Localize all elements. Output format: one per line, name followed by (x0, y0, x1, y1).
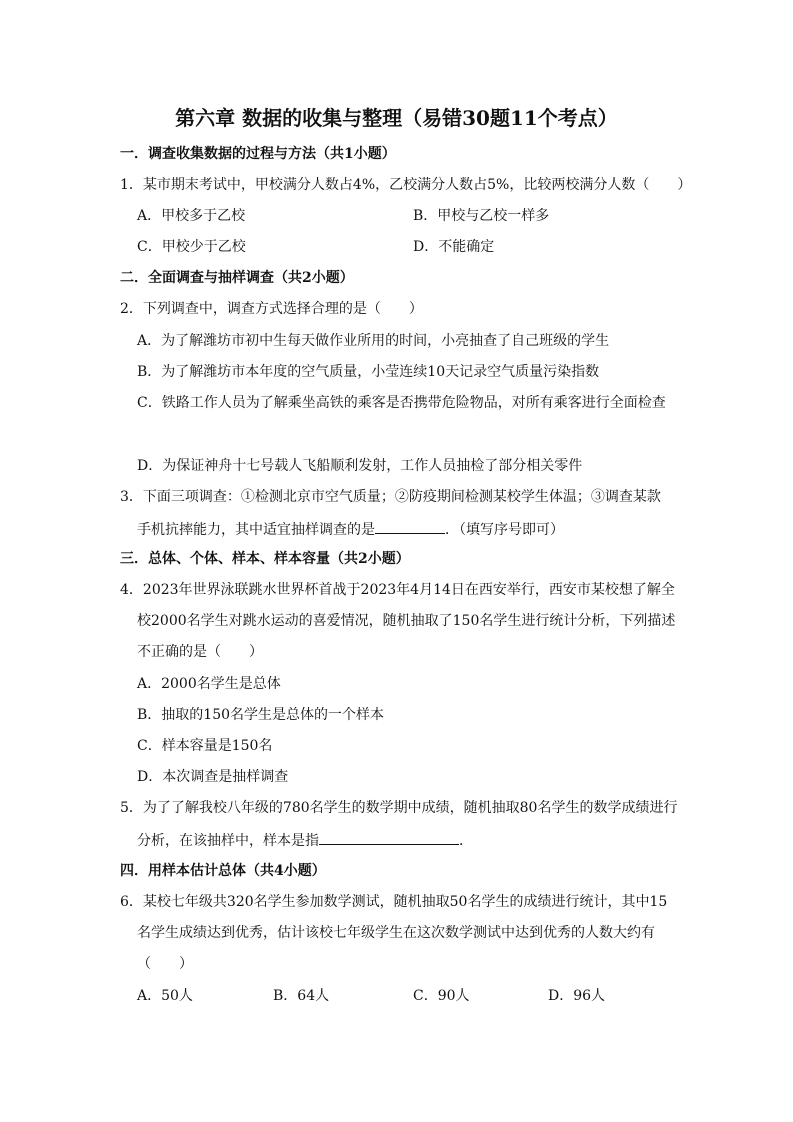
question-1-option-b: B．甲校与乙校一样多 (413, 208, 550, 224)
page-title: 第六章 数据的收集与整理（易错30题11个考点） (175, 106, 618, 130)
question-4-line-1: 4．2023年世界泳联跳水世界杯首战于2023年4月14日在西安举行，西安市某校想了解全 (120, 582, 675, 598)
section-heading-3: 三．总体、个体、样本、样本容量（共2小题） (120, 551, 410, 567)
question-6-option-d: D．96人 (548, 988, 606, 1004)
question-5-text: 分析，在该抽样中，样本是指 (137, 833, 319, 849)
question-5-line-1: 5．为了了解我校八年级的780名学生的数学期中成绩，随机抽取80名学生的数学成绩进行 (120, 800, 678, 816)
question-4-option-d: D．本次调查是抽样调查 (137, 769, 289, 785)
question-3-line-1: 3．下面三项调查：①检测北京市空气质量；②防疫期间检测某校学生体温；③调查某款 (120, 489, 661, 505)
question-6-option-b: B．64人 (273, 988, 330, 1004)
question-4-option-c: C．样本容量是150名 (137, 738, 273, 754)
section-heading-1: 一．调查收集数据的过程与方法（共1小题） (120, 146, 396, 162)
question-2-option-a: A．为了解潍坊市初中生每天做作业所用的时间，小亮抽查了自己班级的学生 (137, 333, 610, 349)
section-heading-4: 四．用样本估计总体（共4小题） (120, 863, 326, 879)
question-4-line-3: 不正确的是（ ） (137, 644, 263, 660)
question-4-option-b: B．抽取的150名学生是总体的一个样本 (137, 707, 385, 723)
question-3-text: 手机抗摔能力，其中适宜抽样调查的是 (137, 522, 375, 538)
question-6-option-c: C．90人 (413, 988, 470, 1004)
answer-blank[interactable] (319, 829, 459, 845)
question-6-line-2: 名学生成绩达到优秀，估计该校七年级学生在这次数学测试中达到优秀的人数大约有 (137, 925, 655, 941)
question-6-line-3: （ ） (137, 956, 193, 972)
question-6-line-1: 6．某校七年级共320名学生参加数学测试，随机抽取50名学生的成绩进行统计，其中15 (120, 894, 668, 910)
section-heading-2: 二．全面调查与抽样调查（共2小题） (120, 270, 354, 286)
question-6-option-a: A．50人 (137, 988, 193, 1004)
question-5-line-2 (137, 829, 473, 851)
answer-blank[interactable] (375, 518, 445, 534)
question-1-option-a: A．甲校多于乙校 (137, 208, 246, 224)
question-3-hint: ．（填写序号即可） (445, 522, 564, 538)
question-2-option-d: D．为保证神舟十七号载人飞船顺利发射，工作人员抽检了部分相关零件 (137, 458, 583, 474)
question-1-stem: 1．某市期末考试中，甲校满分人数占4%，乙校满分人数占5%，比较两校满分人数（ ） (120, 177, 692, 193)
question-1-option-d: D．不能确定 (413, 239, 495, 255)
question-3-line-2 (137, 518, 564, 540)
question-2-option-c: C．铁路工作人员为了解乘坐高铁的乘客是否携带危险物品，对所有乘客进行全面检查 (137, 395, 666, 411)
question-2-stem: 2．下列调查中，调查方式选择合理的是（ ） (120, 301, 423, 317)
question-5-period: ． (459, 833, 473, 849)
question-4-option-a: A．2000名学生是总体 (137, 676, 281, 692)
question-4-line-2: 校2000名学生对跳水运动的喜爱情况，随机抽取了150名学生进行统计分析，下列描述 (137, 613, 676, 629)
question-1-option-c: C．甲校少于乙校 (137, 239, 246, 255)
question-2-option-b: B．为了解潍坊市本年度的空气质量，小莹连续10天记录空气质量污染指数 (137, 364, 600, 380)
